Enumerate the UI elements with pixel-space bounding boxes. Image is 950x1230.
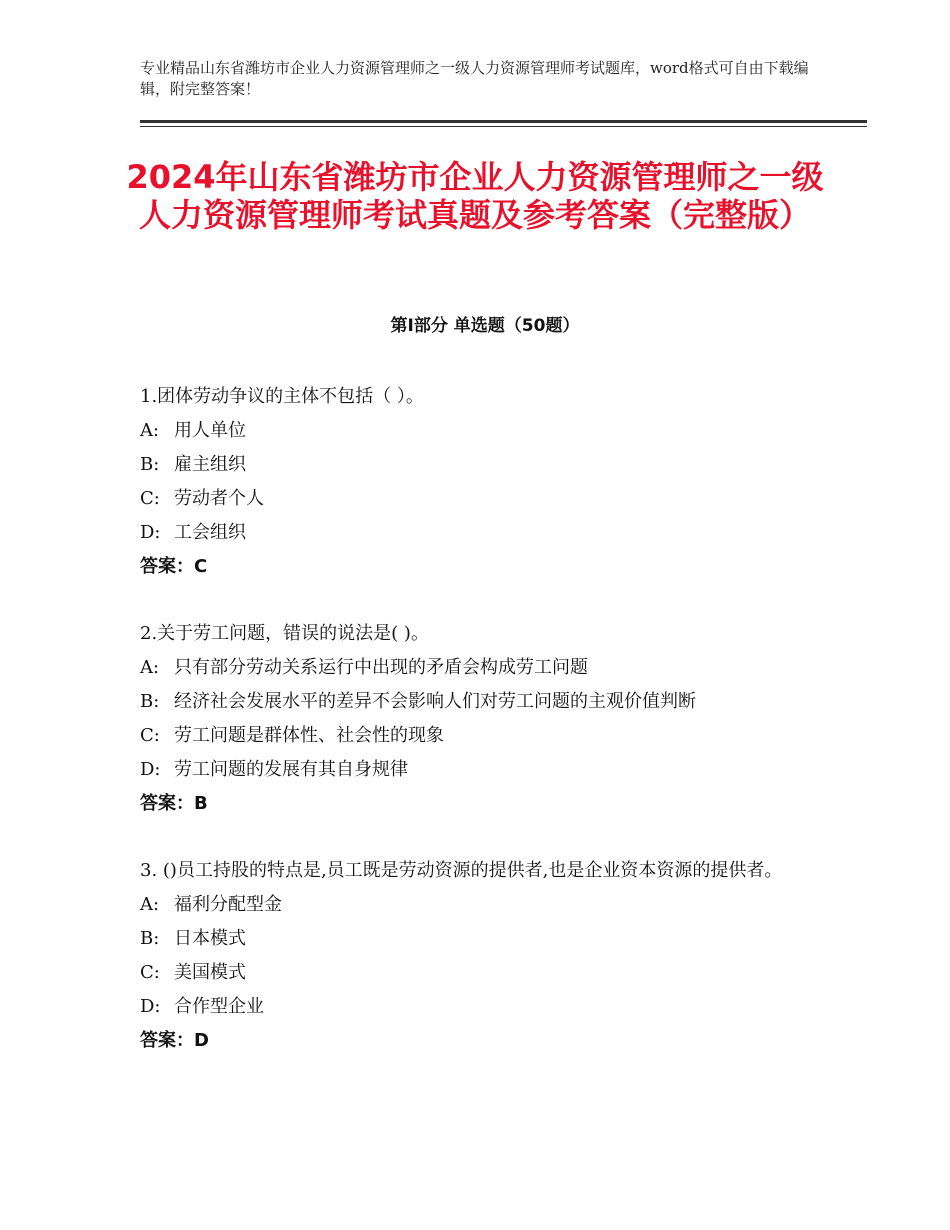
option-b: [140, 685, 812, 719]
option-d: [140, 990, 812, 1024]
option-letter: C:: [140, 962, 160, 983]
option-letter: C:: [140, 725, 160, 746]
option-d: [140, 753, 812, 787]
option-c: [140, 719, 812, 753]
section-heading: 第Ⅰ部分 单选题（50题）: [390, 316, 580, 336]
header-note: 专业精品山东省潍坊市企业人力资源管理师之一级人力资源管理师考试题库，word格式可自由下载编辑，附完整答案！: [140, 59, 809, 98]
option-letter: A:: [140, 420, 160, 441]
option-letter: D:: [140, 522, 161, 543]
option-letter: B:: [140, 691, 160, 712]
question-stem: 1.团体劳动争议的主体不包括（ ）。: [140, 386, 424, 407]
question-3: [140, 854, 812, 1058]
header-rule-thin: [140, 126, 867, 127]
question-list: [140, 380, 812, 1058]
question-stem: 2.关于劳工问题，错误的说法是( )。: [140, 623, 429, 644]
option-b: [140, 448, 812, 482]
answer-line: 答案：C: [140, 556, 208, 577]
option-text: 经济社会发展水平的差异不会影响人们对劳工问题的主观价值判断: [174, 691, 696, 712]
answer-line: 答案：D: [140, 1030, 209, 1051]
option-text: 合作型企业: [174, 996, 264, 1017]
option-text: 福利分配型金: [174, 894, 282, 915]
option-c: [140, 956, 812, 990]
header-rule-thick: [140, 120, 867, 123]
option-text: 劳工问题是群体性、社会性的现象: [174, 725, 444, 746]
option-c: [140, 482, 812, 516]
option-text: 劳工问题的发展有其自身规律: [174, 759, 408, 780]
option-text: 日本模式: [174, 928, 246, 949]
option-text: 美国模式: [174, 962, 246, 983]
option-letter: A:: [140, 894, 160, 915]
question-2: [140, 617, 812, 821]
option-text: 用人单位: [174, 420, 246, 441]
option-a: [140, 651, 812, 685]
option-letter: D:: [140, 759, 161, 780]
option-letter: B:: [140, 928, 160, 949]
option-letter: B:: [140, 454, 160, 475]
option-text: 雇主组织: [174, 454, 246, 475]
option-a: [140, 888, 812, 922]
option-a: [140, 414, 812, 448]
option-d: [140, 516, 812, 550]
option-text: 劳动者个人: [174, 488, 264, 509]
answer-line: 答案：B: [140, 793, 208, 814]
option-letter: C:: [140, 488, 160, 509]
option-letter: A:: [140, 657, 160, 678]
question-stem: 3. ()员工持股的特点是,员工既是劳动资源的提供者,也是企业资本资源的提供者。: [140, 860, 783, 881]
question-1: [140, 380, 812, 584]
document-title: 2024年山东省潍坊市企业人力资源管理师之一级人力资源管理师考试真题及参考答案（完整版）: [126, 158, 824, 234]
option-letter: D:: [140, 996, 161, 1017]
option-b: [140, 922, 812, 956]
option-text: 只有部分劳动关系运行中出现的矛盾会构成劳工问题: [174, 657, 588, 678]
option-text: 工会组织: [174, 522, 246, 543]
